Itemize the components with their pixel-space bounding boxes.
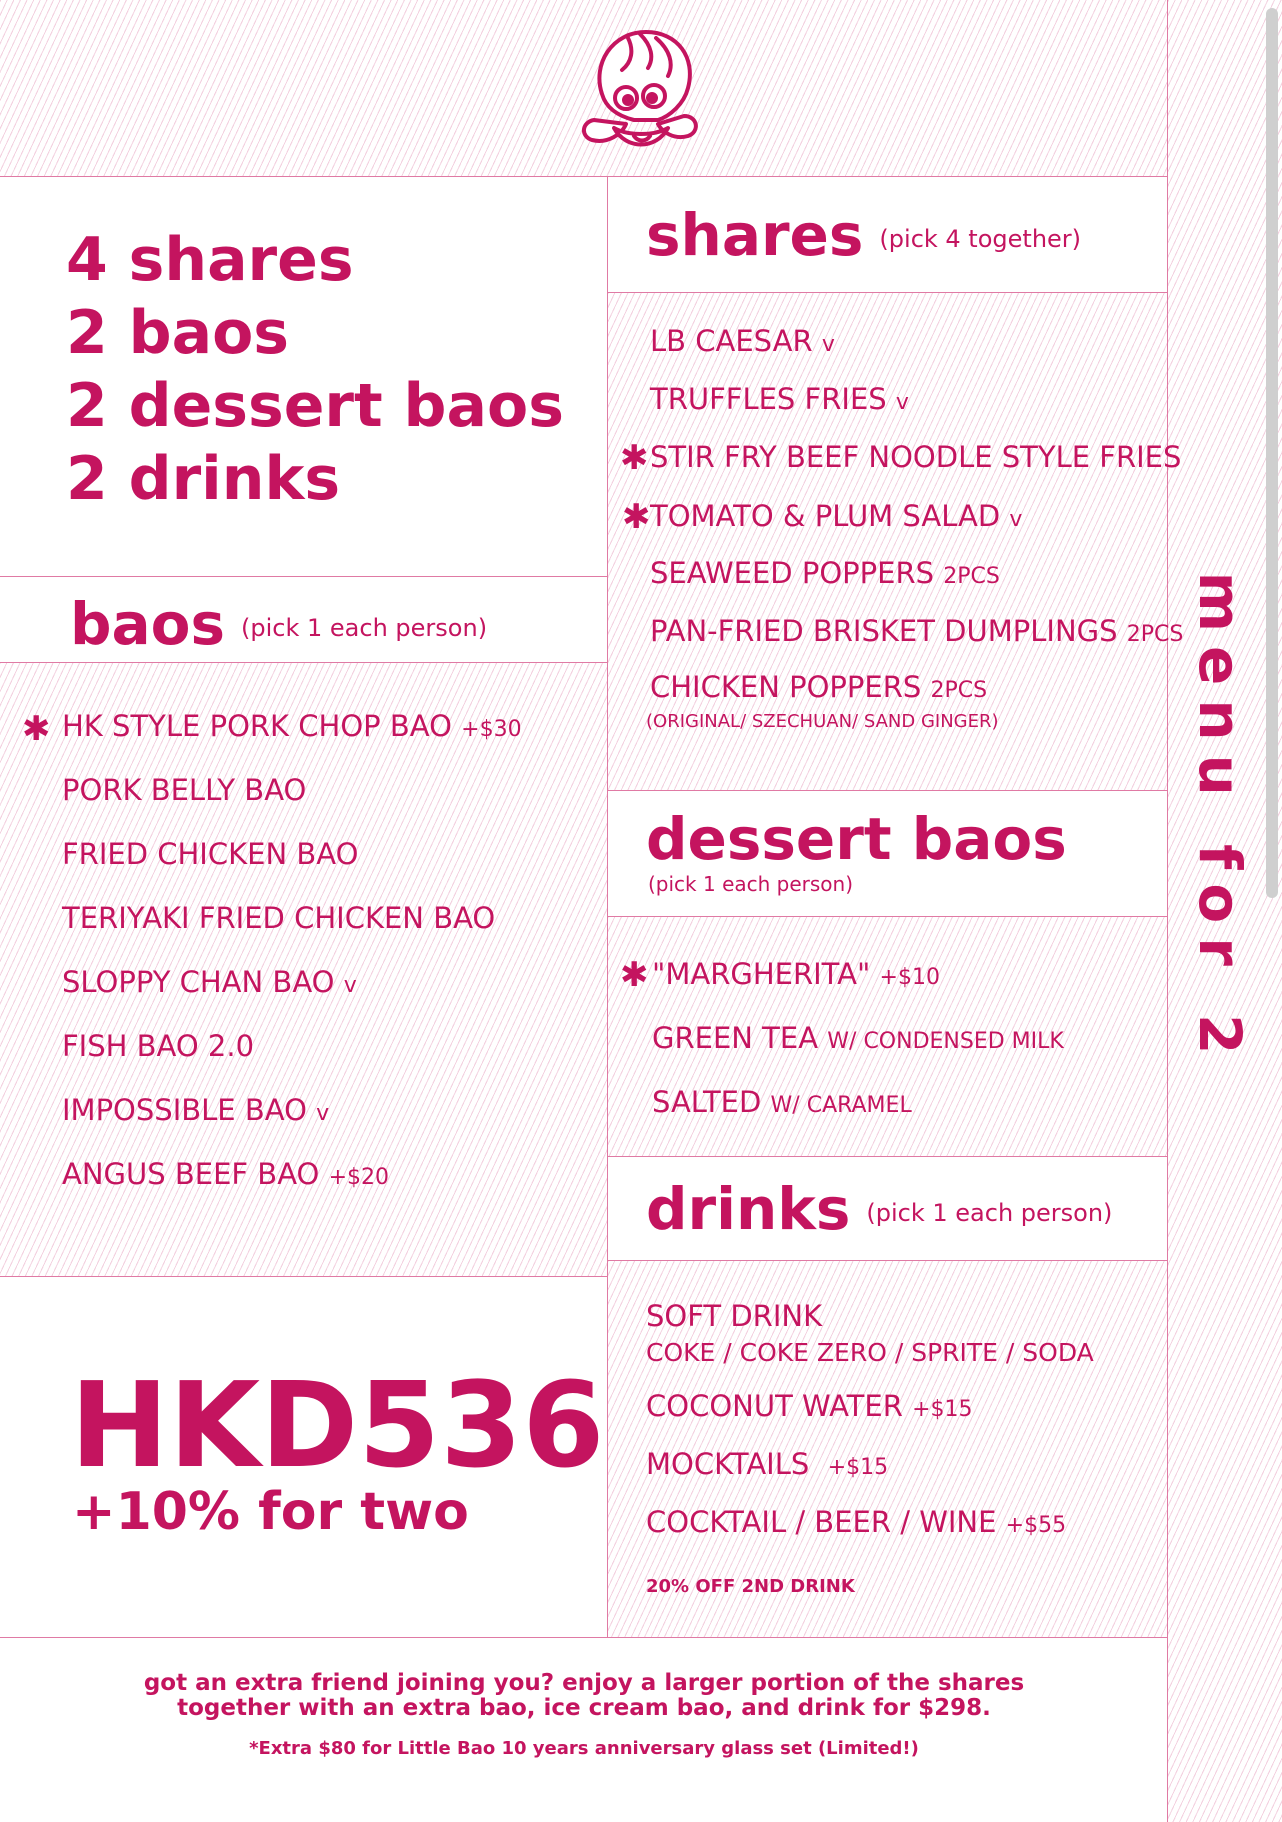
shares-title: shares — [646, 201, 864, 269]
baos-note: (pick 1 each person) — [241, 613, 488, 642]
price-amount: HKD536 — [70, 1356, 605, 1494]
drinks-footnote: 20% OFF 2ND DRINK — [646, 1576, 855, 1597]
baos-heading — [70, 590, 488, 658]
bao-item: FRIED CHICKEN BAO — [62, 837, 359, 871]
rule — [608, 916, 1168, 917]
shares-note: (pick 4 together) — [879, 224, 1082, 253]
dessert-item: SALTED W/ CARAMEL — [652, 1085, 912, 1119]
bao-item: FISH BAO 2.0 — [62, 1029, 255, 1063]
bao-item: TERIYAKI FRIED CHICKEN BAO — [62, 901, 496, 935]
share-item: PAN-FRIED BRISKET DUMPLINGS 2PCS — [650, 614, 1184, 648]
drinks-note: (pick 1 each person) — [866, 1198, 1113, 1227]
dessert-item: GREEN TEA W/ CONDENSED MILK — [652, 1021, 1064, 1055]
side-title — [1185, 571, 1255, 1069]
star-icon: ✱ — [622, 497, 651, 537]
dessert-item: "MARGHERITA" +$10 — [652, 957, 940, 991]
share-item: TOMATO & PLUM SALAD v — [650, 499, 1023, 533]
rule — [0, 1637, 1168, 1638]
footer-line-1: got an extra friend joining you? enjoy a larger portion of the shares — [143, 1670, 1025, 1696]
rule — [0, 1276, 608, 1277]
rule — [608, 292, 1168, 293]
summary-dessert-baos: 2 dessert baos — [66, 371, 564, 441]
share-item: STIR FRY BEEF NOODLE STYLE FRIES — [650, 440, 1182, 474]
share-item-sub: (ORIGINAL/ SZECHUAN/ SAND GINGER) — [646, 711, 999, 732]
dessert-note: (pick 1 each person) — [648, 872, 854, 896]
rule — [608, 790, 1168, 791]
drink-item: MOCKTAILS +$15 — [646, 1447, 889, 1481]
summary-baos: 2 baos — [66, 298, 290, 368]
bao-item: ANGUS BEEF BAO +$20 — [62, 1157, 390, 1191]
rule — [0, 176, 1168, 177]
footer-line-2: together with an extra bao, ice cream bao, and drink for $298. — [177, 1695, 991, 1721]
shares-heading — [646, 201, 1082, 269]
bao-item: IMPOSSIBLE BAO v — [62, 1093, 330, 1127]
drink-item: SOFT DRINK — [646, 1299, 823, 1333]
side-title-text: menu for 2 — [1186, 571, 1254, 1069]
scrollbar-thumb[interactable] — [1266, 8, 1278, 898]
rule — [608, 1260, 1168, 1261]
star-icon: ✱ — [22, 709, 51, 749]
bao-item: PORK BELLY BAO — [62, 773, 307, 807]
summary-shares: 4 shares — [66, 225, 354, 295]
footer-line-3: *Extra $80 for Little Bao 10 years anniversary glass set (Limited!) — [249, 1738, 919, 1759]
drink-item-sub: COKE / COKE ZERO / SPRITE / SODA — [646, 1338, 1094, 1367]
rule — [607, 176, 608, 1638]
drink-item: COCONUT WATER +$15 — [646, 1389, 973, 1423]
star-icon: ✱ — [620, 955, 649, 995]
baos-title: baos — [70, 590, 226, 658]
rule — [608, 1156, 1168, 1157]
share-item: CHICKEN POPPERS 2PCS — [650, 670, 988, 704]
price-note: +10% for two — [72, 1482, 469, 1542]
drinks-title: drinks — [646, 1175, 851, 1243]
dessert-title: dessert baos — [646, 805, 1067, 873]
drinks-heading — [646, 1175, 1113, 1243]
share-item: TRUFFLES FRIES v — [650, 382, 909, 416]
star-icon: ✱ — [620, 438, 649, 478]
drink-item: COCKTAIL / BEER / WINE +$55 — [646, 1505, 1067, 1539]
share-item: LB CAESAR v — [650, 324, 835, 358]
summary-drinks: 2 drinks — [66, 444, 341, 514]
share-item: SEAWEED POPPERS 2PCS — [650, 556, 1000, 590]
mascot-logo-icon — [574, 24, 704, 158]
rule — [1167, 0, 1168, 1822]
bao-item: SLOPPY CHAN BAO v — [62, 965, 357, 999]
bao-item: HK STYLE PORK CHOP BAO +$30 — [62, 709, 522, 743]
rule — [0, 576, 608, 577]
rule — [0, 662, 608, 663]
